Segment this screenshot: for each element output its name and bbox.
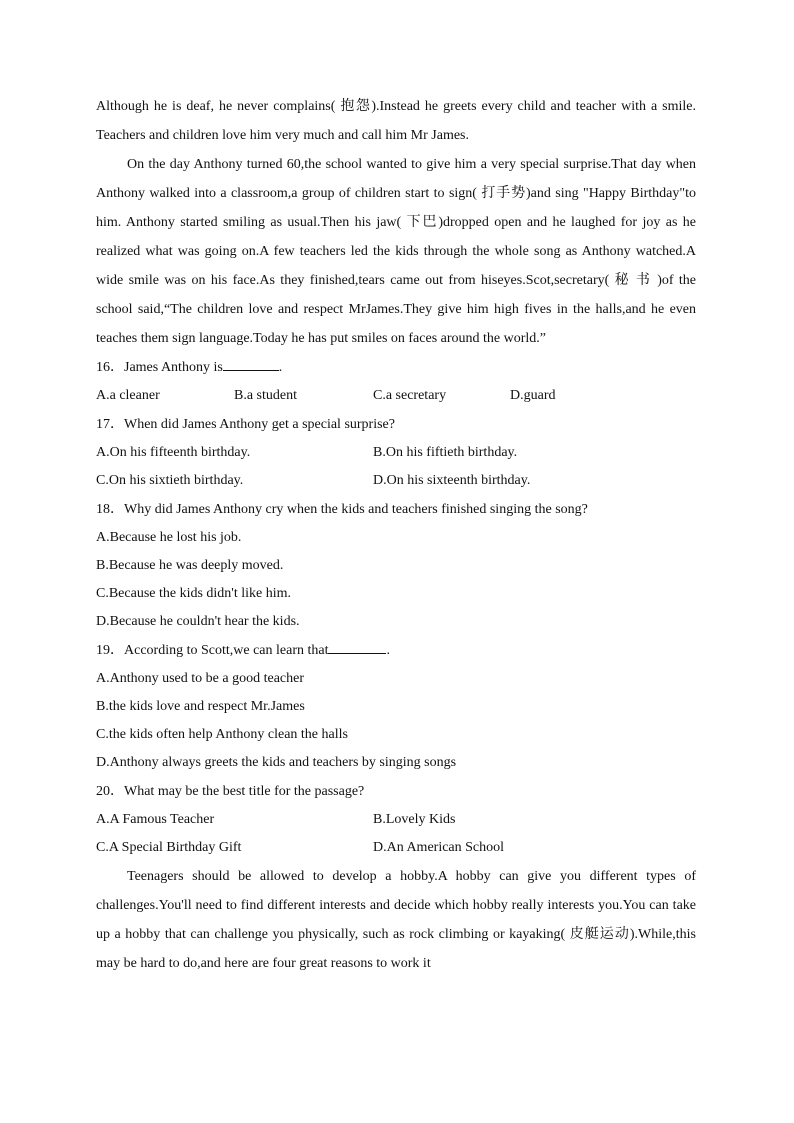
option-d [96,608,696,636]
passage1-paragraph-2: On the day Anthony turned 60,the school wanted to give him a very special surprise.That day when Anthony walked into a classroom,a group of children start to sign( 打手势)and sing "Happy Birthday"to him. Anthony started smiling as usual.Then his jaw( 下巴)dropped open and he laughed for joy as he realized what was going on.A few teachers led the kids through the whole song as Anthony watched.A wide smile was on his face.As they finished,tears came out from hiseyes.Scot,secretary( 秘 书 )of the school said,“The children love and respect MrJames.They give him high fives in the halls,and he even teaches them sign language.Today he has put smiles on faces around the world.” [96,157,696,346]
option-b: B.a student [234,388,297,403]
option-c [96,721,696,749]
option-c [96,580,696,608]
question-number: 17． [96,417,124,432]
option-b [96,552,696,580]
answer-blank [223,356,279,371]
question-16 [96,353,696,382]
option-c: C.On his sixtieth birthday. [96,473,244,488]
passage2-paragraph-1: Teenagers should be allowed to develop a hobby.A hobby can give you different types of challenges.You'll need to find different interests and decide which hobby really interests you.You can take up a hobby that can challenge you physically, such as rock climbing or kayaking( 皮艇运动).While,this may be hard to do,and here are four great reasons to work it [96,869,696,971]
question-number: 18． [96,502,124,517]
question-end: . [386,643,390,658]
options-row [96,834,696,862]
answer-blank [328,639,386,654]
option-d-text: D.Anthony always greets the kids and teachers by singing songs [96,755,457,770]
question-text: Why did James Anthony cry when the kids and teachers finished singing the song? [124,502,588,517]
option-d-text: D.Because he couldn't hear the kids. [96,614,300,629]
question-20 [96,777,696,806]
option-a: A.a cleaner [96,388,160,403]
question-number: 19． [96,643,124,658]
option-d: D.guard [510,388,556,403]
option-a: A.On his fifteenth birthday. [96,445,251,460]
option-c-text: C.Because the kids didn't like him. [96,586,291,601]
option-d: D.An American School [373,840,505,855]
options-row [96,439,696,467]
option-b: B.Lovely Kids [373,812,456,827]
options-row [96,806,696,834]
question-text: When did James Anthony get a special surprise? [124,417,395,432]
option-c: C.a secretary [373,388,447,403]
question-18 [96,495,696,524]
option-b [96,693,696,721]
passage1-paragraph-1: Although he is deaf, he never complains( 抱怨).Instead he greets every child and teacher with a smile. Teachers and children love him very much and call him Mr James. [96,99,696,143]
question-number: 16． [96,360,124,375]
question-number: 20． [96,784,124,799]
question-17 [96,410,696,439]
option-a-text: A.Because he lost his job. [96,530,242,545]
option-a [96,665,696,693]
question-19 [96,636,696,665]
option-a [96,524,696,552]
options-row [96,467,696,495]
option-c-text: C.the kids often help Anthony clean the halls [96,727,348,742]
question-end: . [278,360,283,375]
option-c: C.A Special Birthday Gift [96,840,242,855]
question-text: According to Scott,we can learn that [124,643,329,658]
option-d: D.On his sixteenth birthday. [373,473,531,488]
option-b-text: B.Because he was deeply moved. [96,558,284,573]
option-a-text: A.Anthony used to be a good teacher [96,671,304,686]
question-text: What may be the best title for the passage? [124,784,365,799]
option-a: A.A Famous Teacher [96,812,215,827]
question-text: James Anthony is [124,360,223,375]
options-row [96,382,696,410]
option-b-text: B.the kids love and respect Mr.James [96,699,305,714]
option-d [96,749,696,777]
document-page [96,92,696,978]
option-b: B.On his fiftieth birthday. [373,445,518,460]
